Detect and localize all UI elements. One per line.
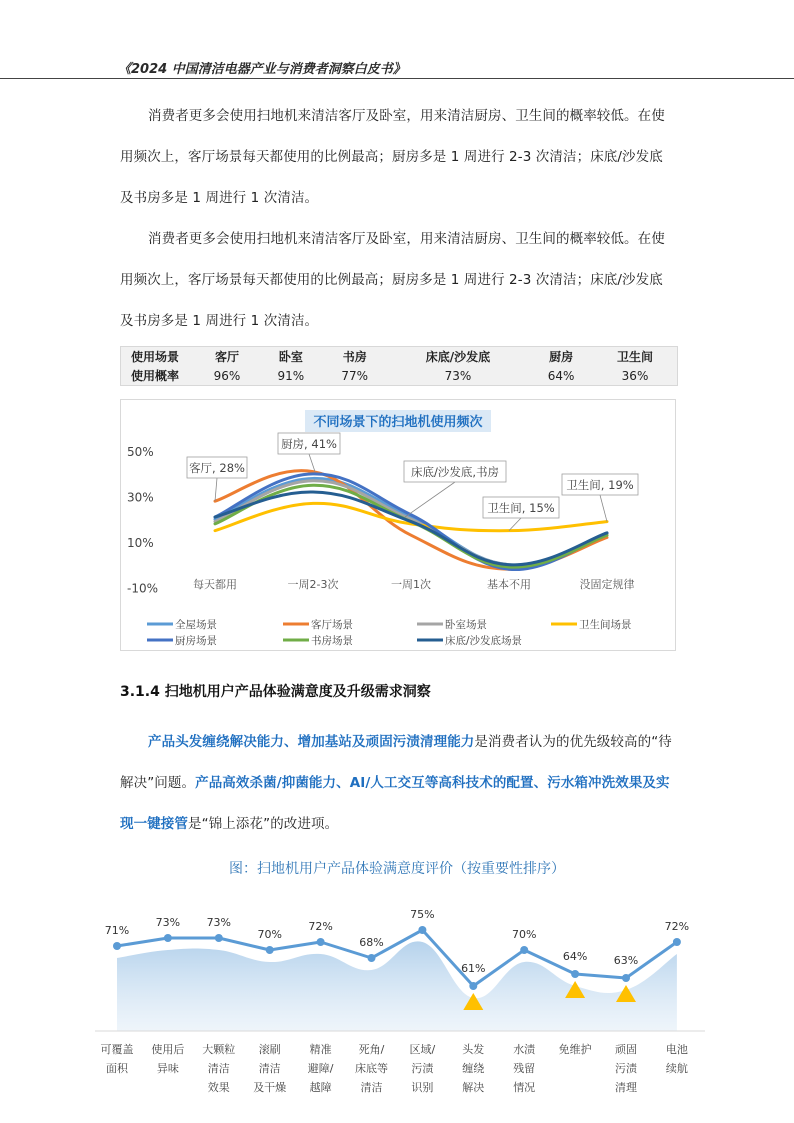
x-tick-label: 基本不用 [487, 578, 531, 591]
table-cell: 77% [341, 368, 369, 383]
paragraph-2: 消费者更多会使用扫地机来清洁客厅及卧室，用来清洁厨房、卫生间的概率较低。在使用频次上，客厅场景每天都使用的比例最高；厨房多是 1 周进行 2-3 次清洁；床底/沙发底及书房多是 1 周进行 1 次清洁。 [120, 231, 665, 329]
annotation-leader [309, 454, 315, 472]
table-header-row [121, 347, 678, 367]
category-label: 精准 [309, 1043, 332, 1056]
data-label: 64% [562, 950, 588, 963]
category-label: 污渍 [615, 1062, 637, 1075]
category-label: 越障 [309, 1081, 332, 1094]
satisfaction-svg [80, 890, 720, 1105]
data-point [673, 938, 681, 946]
table-cell: 73% [444, 368, 472, 383]
y-tick-label: 30% [127, 490, 154, 505]
category-label: 头发 [462, 1043, 485, 1056]
category-label: 避障/ [307, 1062, 334, 1075]
legend-label: 床底/沙发底场景 [445, 635, 523, 647]
satisfaction-chart [80, 890, 720, 1105]
table-cell: 96% [213, 368, 241, 383]
data-label: 70% [257, 928, 282, 941]
table-cell: 卫生间 [617, 350, 654, 364]
table-row [121, 366, 678, 386]
category-label: 清洁 [207, 1062, 230, 1075]
data-label: 72% [308, 920, 333, 933]
category-label: 水渍 [513, 1043, 536, 1056]
legend-label: 厨房场景 [175, 635, 217, 647]
y-tick-label: 10% [127, 536, 154, 550]
annotation-leader [600, 495, 607, 522]
table-cell: 使用概率 [131, 369, 180, 383]
category-label: 识别 [411, 1081, 434, 1094]
category-label: 及干燥 [253, 1081, 287, 1094]
table-cell: 卧室 [278, 350, 303, 364]
legend-label: 卫生间场景 [579, 619, 632, 631]
annotation-leader [509, 518, 521, 531]
table-cell: 91% [277, 368, 305, 383]
category-label: 清理 [615, 1081, 637, 1094]
data-point [418, 926, 426, 934]
paragraph-3 [120, 722, 676, 845]
table-cell: 使用场景 [131, 350, 180, 364]
x-tick-label: 一周2-3次 [287, 578, 339, 591]
data-label: 72% [664, 920, 690, 933]
data-point [368, 954, 376, 962]
section-heading: 3.1.4 扫地机用户产品体验满意度及升级需求洞察 [120, 684, 431, 700]
category-label: 大颗粒 [202, 1043, 236, 1056]
annotation-label: 客厅, 28% [189, 461, 245, 475]
data-point [469, 982, 477, 990]
category-label: 污渍 [411, 1062, 434, 1075]
data-label: 61% [461, 962, 486, 975]
body-text: 是“锦上添花”的改进项。 [188, 816, 339, 832]
y-tick-label: -10% [127, 581, 159, 596]
annotation-leader [215, 478, 217, 501]
annotation-label: 床底/沙发底,书房 [410, 465, 500, 479]
table-cell: 书房 [342, 350, 367, 364]
data-label: 71% [104, 924, 130, 937]
body-text: 是消费者认为的优先级较高的“待解决”问题。 [120, 734, 672, 791]
category-label: 残留 [513, 1062, 536, 1075]
annotation-label: 厨房, 41% [281, 437, 337, 451]
category-label: 异味 [156, 1062, 179, 1075]
usage-probability-table [120, 346, 678, 386]
paragraph-1: 消费者更多会使用扫地机来清洁客厅及卧室，用来清洁厨房、卫生间的概率较低。在使用频次上，客厅场景每天都使用的比例最高；厨房多是 1 周进行 2-3 次清洁；床底/沙发底及书房多是 1 周进行 1 次清洁。 [120, 108, 665, 206]
annotation-leader [405, 482, 455, 517]
table-cell: 64% [547, 368, 575, 383]
category-label: 面积 [106, 1062, 128, 1075]
table-cell: 客厅 [214, 350, 239, 364]
x-tick-label: 每天都用 [193, 578, 237, 591]
legend-label: 卧室场景 [445, 619, 487, 631]
highlight-text: 产品高效杀菌/抑菌能力、AI/人工交互等高科技术的配置、污水箱冲洗效果及实现一键接管 [120, 775, 670, 832]
category-label: 解决 [462, 1081, 485, 1094]
category-label: 清洁 [360, 1081, 383, 1094]
category-label: 免维护 [558, 1043, 592, 1056]
legend-label: 客厅场景 [311, 619, 353, 631]
category-label: 电池 [665, 1043, 688, 1056]
usage-frequency-chart [120, 399, 676, 651]
x-tick-label: 一周1次 [391, 578, 431, 591]
category-label: 效果 [207, 1081, 230, 1094]
data-point [317, 938, 325, 946]
satisfaction-area [117, 941, 677, 1031]
data-point [571, 970, 579, 978]
data-point [520, 946, 528, 954]
data-point [113, 942, 121, 950]
category-label: 情况 [513, 1081, 536, 1094]
data-point [164, 934, 172, 942]
data-label: 68% [359, 936, 384, 949]
data-label: 73% [206, 916, 232, 929]
annotation-label: 卫生间, 19% [566, 478, 634, 492]
document-header-title: 《2024 中国清洁电器产业与消费者洞察白皮书》 [118, 62, 406, 77]
legend-label: 书房场景 [311, 635, 353, 647]
data-label: 63% [613, 954, 639, 967]
table-cell: 床底/沙发底 [425, 350, 491, 364]
figure-title: 图：扫地机用户产品体验满意度评价（按重要性排序） [229, 861, 565, 877]
table-cell: 36% [621, 368, 649, 383]
category-label: 死角/ [358, 1043, 385, 1056]
category-label: 床底等 [355, 1062, 388, 1075]
table-cell: 厨房 [549, 350, 574, 364]
category-label: 滚刷 [258, 1043, 281, 1056]
category-label: 区域/ [409, 1043, 436, 1056]
x-tick-label: 没固定规律 [579, 578, 635, 591]
data-point [266, 946, 274, 954]
category-label: 清洁 [258, 1062, 281, 1075]
category-label: 可覆盖 [100, 1043, 134, 1056]
legend-label: 全屋场景 [175, 619, 217, 631]
category-label: 续航 [665, 1062, 688, 1075]
category-label: 使用后 [151, 1043, 185, 1056]
category-label: 顽固 [615, 1043, 637, 1056]
y-tick-label: 50% [127, 445, 154, 459]
header-rule [0, 78, 794, 79]
data-label: 70% [511, 928, 537, 941]
category-label: 缠绕 [462, 1062, 485, 1075]
data-point [622, 974, 630, 982]
data-point [215, 934, 223, 942]
data-label: 75% [410, 908, 435, 921]
chart-title: 不同场景下的扫地机使用频次 [313, 415, 483, 430]
usage-frequency-svg [121, 400, 675, 650]
data-label: 73% [155, 916, 181, 929]
highlight-text: 产品头发缠绕解决能力、增加基站及顽固污渍清理能力 [148, 734, 475, 750]
annotation-label: 卫生间, 15% [487, 501, 555, 515]
